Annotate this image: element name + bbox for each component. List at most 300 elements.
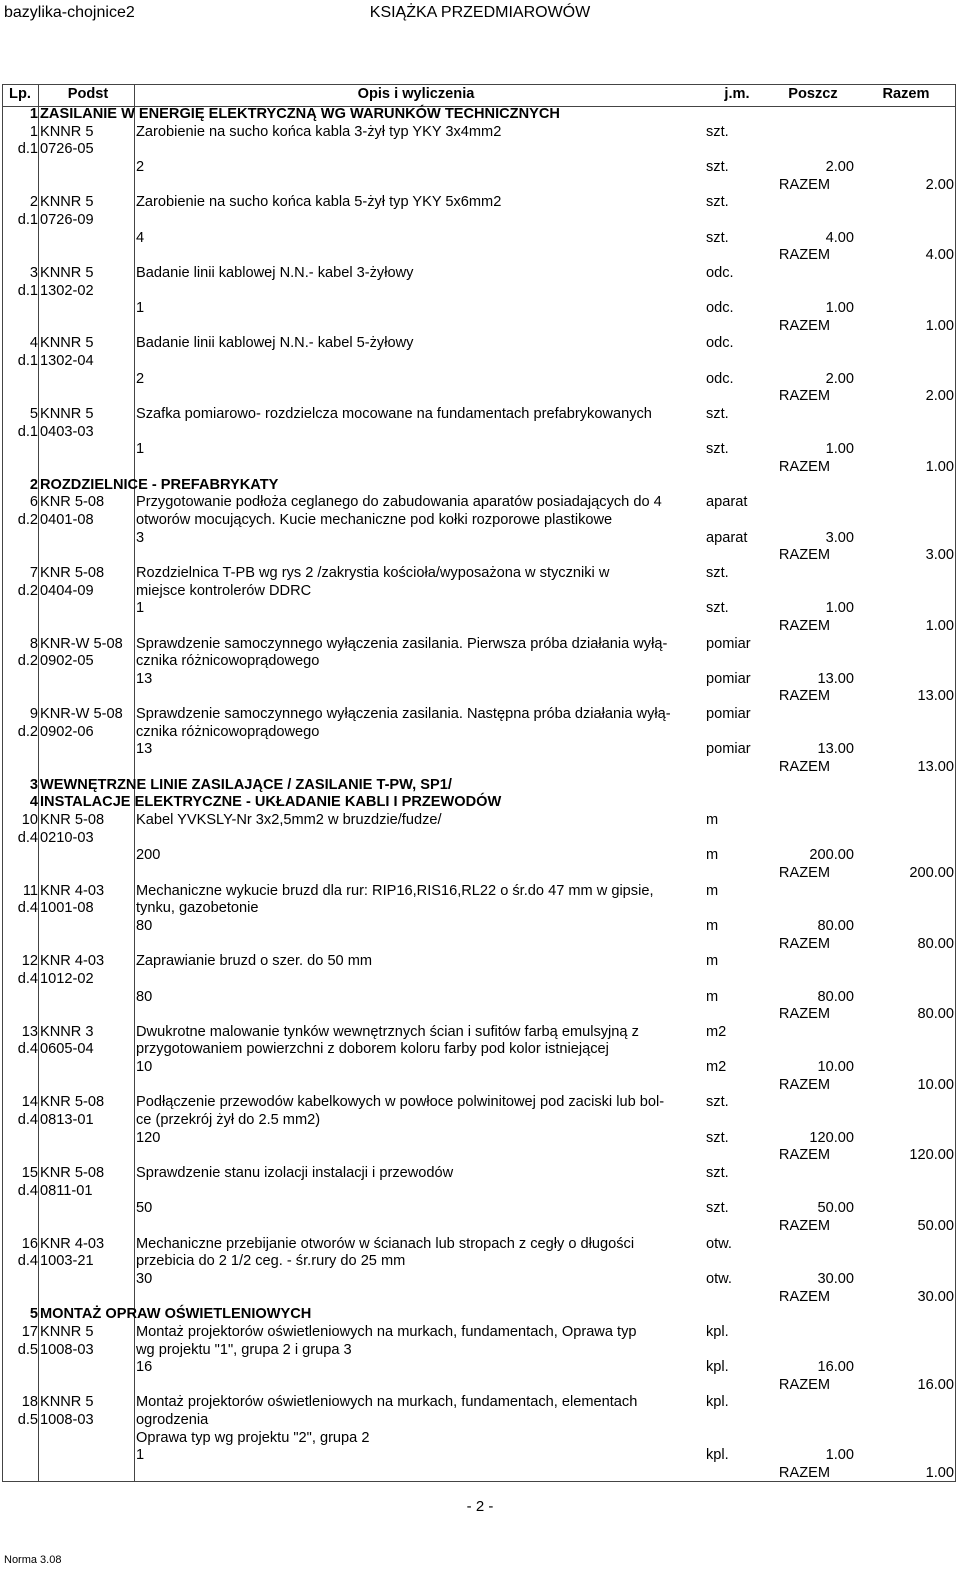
item-description: Szafka pomiarowo- rozdzielcza mocowane na fundamentach prefabrykowanych bbox=[136, 406, 652, 423]
section-title: ROZDZIELNICE - PREFABRYKATY bbox=[40, 476, 279, 493]
calc-value: 3.00 bbox=[825, 529, 854, 546]
item-basis: 0605-04 bbox=[40, 1041, 94, 1058]
calc-unit: aparat bbox=[706, 529, 748, 546]
item-unit: odc. bbox=[706, 264, 734, 281]
item-basis: 0811-01 bbox=[40, 1182, 93, 1199]
sum-row bbox=[2, 688, 956, 706]
sum-label: RAZEM bbox=[778, 176, 830, 193]
calc-row bbox=[2, 230, 956, 248]
sum-row bbox=[2, 388, 956, 406]
item-basis: KNNR 5 bbox=[40, 194, 94, 211]
item-description: Przygotowanie podłoża ceglanego do zabudowania aparatów posiadających do 4 bbox=[136, 494, 662, 511]
section-title: MONTAŻ OPRAW OŚWIETLENIOWYCH bbox=[40, 1306, 312, 1323]
item-unit: aparat bbox=[706, 494, 748, 511]
sum-row bbox=[2, 459, 956, 477]
item-number: 12 bbox=[21, 953, 38, 970]
item-row bbox=[2, 424, 956, 442]
item-basis: KNR-W 5-08 bbox=[40, 706, 123, 723]
sum-row bbox=[2, 618, 956, 636]
calc-value: 1.00 bbox=[825, 441, 854, 458]
sum-value: 4.00 bbox=[925, 247, 954, 264]
sum-label: RAZEM bbox=[778, 935, 830, 952]
section-title: INSTALACJE ELEKTRYCZNE - UKŁADANIE KABLI I PRZEWODÓW bbox=[40, 794, 502, 811]
item-description: Oprawa typ wg projektu "2", grupa 2 bbox=[136, 1429, 370, 1446]
item-row bbox=[2, 1024, 956, 1042]
item-number: d.4 bbox=[17, 1041, 38, 1058]
calc-value: 200.00 bbox=[809, 847, 854, 864]
item-basis: KNNR 5 bbox=[40, 1323, 94, 1340]
item-row bbox=[2, 1412, 956, 1430]
item-unit: kpl. bbox=[706, 1323, 729, 1340]
item-number: 9 bbox=[29, 706, 38, 723]
item-unit: pomiar bbox=[706, 706, 751, 723]
calc-row bbox=[2, 600, 956, 618]
item-number: 8 bbox=[29, 635, 38, 652]
item-row bbox=[2, 812, 956, 830]
calc-row bbox=[2, 159, 956, 177]
item-unit: m bbox=[706, 882, 719, 899]
item-basis: 1001-08 bbox=[40, 900, 94, 917]
sum-label: RAZEM bbox=[778, 759, 830, 776]
item-basis: 1003-21 bbox=[40, 1253, 94, 1270]
sum-row bbox=[2, 318, 956, 336]
item-number: 4 bbox=[29, 335, 38, 352]
calc-value: 10.00 bbox=[817, 1059, 854, 1076]
item-basis: KNR 5-08 bbox=[40, 1094, 105, 1111]
section-row bbox=[2, 777, 956, 795]
item-basis: KNNR 5 bbox=[40, 335, 94, 352]
item-description: Badanie linii kablowej N.N.- kabel 3-żyłowy bbox=[136, 264, 414, 281]
sum-value: 30.00 bbox=[917, 1288, 954, 1305]
sum-label: RAZEM bbox=[778, 459, 830, 475]
calc-row bbox=[2, 1130, 956, 1148]
sum-label: RAZEM bbox=[778, 1465, 830, 1482]
item-unit: szt. bbox=[706, 123, 729, 140]
sum-value: 1.00 bbox=[925, 1465, 954, 1482]
document-title: KSIĄŻKA PRZEDMIAROWÓW bbox=[369, 4, 591, 21]
item-description: Montaż projektorów oświetleniowych na murkach, fundamentach, Oprawa typ bbox=[136, 1323, 637, 1340]
sum-label: RAZEM bbox=[778, 1076, 830, 1093]
sum-value: 2.00 bbox=[925, 388, 954, 405]
sum-value: 50.00 bbox=[917, 1217, 954, 1234]
section-number: 3 bbox=[29, 776, 38, 793]
item-row bbox=[2, 1041, 956, 1059]
item-number: 6 bbox=[29, 494, 38, 511]
calc-unit: m bbox=[706, 917, 719, 934]
item-basis: KNR 4-03 bbox=[40, 953, 105, 970]
item-row bbox=[2, 194, 956, 212]
sum-value: 1.00 bbox=[925, 617, 954, 634]
item-basis: 0401-08 bbox=[40, 511, 94, 528]
sum-label: RAZEM bbox=[778, 617, 830, 634]
calc-expression: 1 bbox=[136, 441, 145, 458]
item-row bbox=[2, 636, 956, 654]
item-description: ce (przekrój żył do 2.5 mm2) bbox=[136, 1112, 321, 1129]
item-description: otworów mocujących. Kucie mechaniczne pod kołki rozporowe plastikowe bbox=[136, 511, 613, 528]
item-number: 11 bbox=[22, 882, 38, 899]
calc-value: 13.00 bbox=[817, 670, 854, 687]
item-unit: szt. bbox=[706, 194, 729, 211]
item-number: 10 bbox=[21, 812, 38, 828]
calc-row bbox=[2, 1447, 956, 1465]
item-number: d.5 bbox=[17, 1341, 38, 1358]
sum-value: 13.00 bbox=[917, 759, 954, 776]
item-number: 5 bbox=[29, 406, 38, 423]
item-description: przebicia do 2 1/2 ceg. - śr.rury do 25 mm bbox=[136, 1253, 406, 1270]
item-description: Kabel YVKSLY-Nr 3x2,5mm2 w bruzdzie/fudze/ bbox=[136, 812, 442, 828]
item-basis: KNR 5-08 bbox=[40, 812, 105, 828]
item-number: d.4 bbox=[17, 970, 38, 987]
section-title: ZASILANIE W ENERGIĘ ELEKTRYCZNĄ WG WARUNKÓW TECHNICZNYCH bbox=[40, 106, 560, 122]
sum-label: RAZEM bbox=[778, 1376, 830, 1393]
item-row bbox=[2, 565, 956, 583]
item-number: 14 bbox=[21, 1094, 38, 1111]
calc-unit: pomiar bbox=[706, 741, 751, 758]
calc-value: 2.00 bbox=[825, 370, 854, 387]
item-row bbox=[2, 406, 956, 424]
calc-value: 50.00 bbox=[817, 1200, 854, 1217]
item-basis: 0404-09 bbox=[40, 582, 94, 599]
item-row bbox=[2, 1324, 956, 1342]
sum-row bbox=[2, 759, 956, 777]
item-number: d.2 bbox=[17, 511, 38, 528]
calc-expression: 1 bbox=[136, 600, 145, 617]
item-basis: KNNR 3 bbox=[40, 1023, 94, 1040]
item-description: Zarobienie na sucho końca kabla 3-żył typ YKY 3x4mm2 bbox=[136, 123, 502, 140]
section-number: 5 bbox=[29, 1306, 38, 1323]
item-basis: KNR 4-03 bbox=[40, 882, 105, 899]
calc-expression: 13 bbox=[136, 741, 153, 758]
calc-expression: 80 bbox=[136, 917, 153, 934]
item-description: Rozdzielnica T-PB wg rys 2 /zakrystia kościoła/wyposażona w styczniki w bbox=[136, 564, 610, 581]
calc-expression: 200 bbox=[136, 847, 161, 864]
item-description: miejsce kontrolerów DDRC bbox=[136, 582, 312, 599]
calc-value: 13.00 bbox=[817, 741, 854, 758]
table-header bbox=[2, 86, 956, 107]
header-poszcz: Poszcz bbox=[788, 86, 838, 102]
sum-row bbox=[2, 247, 956, 265]
sum-label: RAZEM bbox=[778, 1217, 830, 1234]
item-basis: 0902-05 bbox=[40, 653, 94, 670]
item-number: 18 bbox=[21, 1394, 38, 1411]
header-jm: j.m. bbox=[724, 86, 750, 102]
item-unit: kpl. bbox=[706, 1394, 729, 1411]
calc-unit: szt. bbox=[706, 229, 729, 246]
item-description: Mechaniczne przebijanie otworów w ścianach lub stropach z cegły o długości bbox=[136, 1235, 635, 1252]
calc-value: 1.00 bbox=[825, 1447, 854, 1464]
calc-unit: odc. bbox=[706, 300, 734, 317]
calc-expression: 16 bbox=[136, 1359, 153, 1376]
item-number: d.2 bbox=[17, 723, 38, 740]
section-row bbox=[2, 794, 956, 812]
item-basis: 1012-02 bbox=[40, 970, 94, 987]
item-basis: 0726-05 bbox=[40, 141, 94, 158]
calc-expression: 50 bbox=[136, 1200, 153, 1217]
item-row bbox=[2, 1253, 956, 1271]
item-description: Dwukrotne malowanie tynków wewnętrznych ścian i sufitów farbą emulsyjną z bbox=[136, 1023, 639, 1040]
item-row bbox=[2, 830, 956, 848]
calc-row bbox=[2, 441, 956, 459]
item-basis: KNR 5-08 bbox=[40, 1165, 105, 1181]
item-unit: m bbox=[706, 812, 719, 828]
calc-value: 120.00 bbox=[809, 1129, 854, 1146]
item-description: Zarobienie na sucho końca kabla 5-żył typ YKY 5x6mm2 bbox=[136, 194, 502, 211]
calc-value: 80.00 bbox=[817, 988, 854, 1005]
sum-row bbox=[2, 1377, 956, 1395]
item-description: Sprawdzenie samoczynnego wyłączenia zasilania. Pierwsza próba działania wyłą- bbox=[136, 635, 668, 652]
calc-unit: kpl. bbox=[706, 1359, 729, 1376]
calc-expression: 10 bbox=[136, 1059, 153, 1076]
section-number: 2 bbox=[29, 476, 38, 493]
calc-row bbox=[2, 371, 956, 389]
item-description: wg projektu "1", grupa 2 i grupa 3 bbox=[136, 1341, 352, 1358]
item-row bbox=[2, 971, 956, 989]
calc-value: 2.00 bbox=[825, 158, 854, 175]
calc-unit: m2 bbox=[706, 1059, 727, 1076]
item-number: d.5 bbox=[17, 1412, 38, 1429]
item-number: d.4 bbox=[17, 829, 38, 846]
section-row bbox=[2, 477, 956, 495]
sum-value: 10.00 bbox=[917, 1076, 954, 1093]
calc-row bbox=[2, 741, 956, 759]
sum-value: 80.00 bbox=[917, 1006, 954, 1023]
item-basis: 0813-01 bbox=[40, 1112, 94, 1129]
item-unit: m bbox=[706, 953, 719, 970]
item-unit: pomiar bbox=[706, 635, 751, 652]
sum-row bbox=[2, 1289, 956, 1307]
item-number: d.4 bbox=[17, 1112, 38, 1129]
item-row bbox=[2, 212, 956, 230]
item-description: Podłączenie przewodów kabelkowych w powłoce polwinitowej pod zaciski lub bol- bbox=[136, 1094, 665, 1111]
item-description: Montaż projektorów oświetleniowych na murkach, fundamentach, elementach bbox=[136, 1394, 638, 1411]
item-basis: 0902-06 bbox=[40, 723, 94, 740]
sum-row bbox=[2, 865, 956, 883]
item-unit: odc. bbox=[706, 335, 734, 352]
item-description: tynku, gazobetonie bbox=[136, 900, 259, 917]
header-razem: Razem bbox=[882, 86, 930, 102]
item-description: Mechaniczne wykucie bruzd dla rur: RIP16,RIS16,RL22 o śr.do 47 mm w gipsie, bbox=[136, 882, 654, 899]
sum-row bbox=[2, 1006, 956, 1024]
item-unit: szt. bbox=[706, 1094, 729, 1111]
sum-value: 120.00 bbox=[909, 1147, 954, 1164]
item-row bbox=[2, 724, 956, 742]
item-row bbox=[2, 1094, 956, 1112]
calc-value: 80.00 bbox=[817, 917, 854, 934]
item-number: d.2 bbox=[17, 653, 38, 670]
calc-expression: 13 bbox=[136, 670, 153, 687]
item-number: 16 bbox=[21, 1235, 38, 1252]
item-number: d.1 bbox=[17, 423, 38, 440]
calc-expression: 3 bbox=[136, 529, 145, 546]
sum-label: RAZEM bbox=[778, 547, 830, 564]
item-unit: szt. bbox=[706, 564, 729, 581]
item-description: Badanie linii kablowej N.N.- kabel 5-żyłowy bbox=[136, 335, 414, 352]
calc-unit: pomiar bbox=[706, 670, 751, 687]
calc-row bbox=[2, 847, 956, 865]
item-basis: KNNR 5 bbox=[40, 264, 94, 281]
calc-expression: 1 bbox=[136, 300, 145, 317]
item-number: d.2 bbox=[17, 582, 38, 599]
sum-value: 200.00 bbox=[909, 864, 954, 881]
calc-row bbox=[2, 1271, 956, 1289]
sum-value: 13.00 bbox=[917, 688, 954, 705]
item-basis: 1008-03 bbox=[40, 1341, 94, 1358]
item-basis: 0403-03 bbox=[40, 423, 94, 440]
item-number: d.1 bbox=[17, 141, 38, 158]
section-number: 1 bbox=[29, 106, 38, 122]
header-podst: Podst bbox=[67, 86, 109, 102]
item-row bbox=[2, 124, 956, 142]
calc-value: 1.00 bbox=[825, 600, 854, 617]
item-basis: 1302-04 bbox=[40, 353, 94, 370]
document-name: bazylika-chojnice2 bbox=[4, 4, 135, 21]
calc-row bbox=[2, 671, 956, 689]
item-row bbox=[2, 1430, 956, 1448]
calc-row bbox=[2, 1200, 956, 1218]
item-row bbox=[2, 583, 956, 601]
sum-value: 80.00 bbox=[917, 935, 954, 952]
item-number: 17 bbox=[21, 1323, 38, 1340]
sum-row bbox=[2, 547, 956, 565]
section-number: 4 bbox=[29, 794, 38, 811]
item-number: d.1 bbox=[17, 211, 38, 228]
item-description: Sprawdzenie stanu izolacji instalacji i przewodów bbox=[136, 1165, 454, 1181]
header-lp: Lp. bbox=[9, 86, 31, 102]
item-number: 13 bbox=[21, 1023, 38, 1040]
sum-label: RAZEM bbox=[778, 688, 830, 705]
sum-label: RAZEM bbox=[778, 247, 830, 264]
item-row bbox=[2, 512, 956, 530]
calc-unit: szt. bbox=[706, 158, 729, 175]
calc-unit: odc. bbox=[706, 370, 734, 387]
item-row bbox=[2, 1342, 956, 1360]
item-number: 7 bbox=[29, 564, 38, 581]
item-number: d.4 bbox=[17, 1253, 38, 1270]
item-row bbox=[2, 335, 956, 353]
item-basis: KNR 4-03 bbox=[40, 1235, 105, 1252]
item-unit: szt. bbox=[706, 406, 729, 423]
calc-row bbox=[2, 918, 956, 936]
item-row bbox=[2, 1183, 956, 1201]
sum-value: 2.00 bbox=[925, 176, 954, 193]
calc-expression: 80 bbox=[136, 988, 153, 1005]
item-row bbox=[2, 953, 956, 971]
sum-row bbox=[2, 936, 956, 954]
page-number: - 2 - bbox=[466, 1498, 494, 1515]
sum-label: RAZEM bbox=[778, 1147, 830, 1164]
sum-value: 16.00 bbox=[917, 1376, 954, 1393]
section-row bbox=[2, 106, 956, 124]
item-number: d.1 bbox=[17, 282, 38, 299]
item-row bbox=[2, 653, 956, 671]
calc-value: 1.00 bbox=[825, 300, 854, 317]
section-title: WEWNĘTRZNE LINIE ZASILAJĄCE / ZASILANIE T-PW, SP1/ bbox=[40, 776, 452, 793]
item-basis: KNNR 5 bbox=[40, 406, 94, 423]
item-description: ogrodzenia bbox=[136, 1412, 209, 1429]
item-description: przygotowaniem powierzchni z doborem koloru farby pod kolor istniejącej bbox=[136, 1041, 609, 1058]
item-basis: 0210-03 bbox=[40, 829, 94, 846]
calc-expression: 1 bbox=[136, 1447, 145, 1464]
item-number: d.4 bbox=[17, 1182, 38, 1199]
item-description: cznika różnicowoprądowego bbox=[136, 723, 320, 740]
calc-row bbox=[2, 989, 956, 1007]
calc-value: 30.00 bbox=[817, 1270, 854, 1287]
item-row bbox=[2, 1112, 956, 1130]
item-number: 2 bbox=[29, 194, 38, 211]
sum-value: 3.00 bbox=[925, 547, 954, 564]
calc-row bbox=[2, 300, 956, 318]
sum-label: RAZEM bbox=[778, 317, 830, 334]
item-row bbox=[2, 883, 956, 901]
calc-expression: 4 bbox=[136, 229, 145, 246]
item-basis: KNR 5-08 bbox=[40, 564, 105, 581]
item-description: cznika różnicowoprądowego bbox=[136, 653, 320, 670]
calc-row bbox=[2, 1359, 956, 1377]
calc-unit: szt. bbox=[706, 1129, 729, 1146]
sum-label: RAZEM bbox=[778, 1006, 830, 1023]
calc-unit: szt. bbox=[706, 1200, 729, 1217]
item-description: Zaprawianie bruzd o szer. do 50 mm bbox=[136, 953, 373, 970]
calc-expression: 30 bbox=[136, 1270, 153, 1287]
software-version: Norma 3.08 bbox=[4, 1554, 62, 1566]
sum-value: 1.00 bbox=[925, 459, 954, 475]
sum-label: RAZEM bbox=[778, 388, 830, 405]
item-row bbox=[2, 1394, 956, 1412]
item-basis: 1302-02 bbox=[40, 282, 94, 299]
calc-value: 4.00 bbox=[825, 229, 854, 246]
item-row bbox=[2, 1236, 956, 1254]
item-basis: KNR 5-08 bbox=[40, 494, 105, 511]
calc-value: 16.00 bbox=[817, 1359, 854, 1376]
item-row bbox=[2, 1165, 956, 1183]
item-basis: 0726-09 bbox=[40, 211, 94, 228]
calc-expression: 120 bbox=[136, 1129, 161, 1146]
item-description: Sprawdzenie samoczynnego wyłączenia zasilania. Następna próba działania wyłą- bbox=[136, 706, 671, 723]
item-unit: szt. bbox=[706, 1165, 729, 1181]
calc-unit: m bbox=[706, 847, 719, 864]
item-number: 3 bbox=[29, 264, 38, 281]
item-row bbox=[2, 900, 956, 918]
item-unit: m2 bbox=[706, 1023, 727, 1040]
sum-row bbox=[2, 1077, 956, 1095]
calc-unit: m bbox=[706, 988, 719, 1005]
calc-row bbox=[2, 530, 956, 548]
item-basis: KNNR 5 bbox=[40, 1394, 94, 1411]
sum-row bbox=[2, 1218, 956, 1236]
item-basis: KNR-W 5-08 bbox=[40, 635, 123, 652]
header-opis: Opis i wyliczenia bbox=[357, 86, 475, 102]
item-row bbox=[2, 265, 956, 283]
sum-label: RAZEM bbox=[778, 1288, 830, 1305]
sum-label: RAZEM bbox=[778, 864, 830, 881]
calc-expression: 2 bbox=[136, 370, 145, 387]
item-number: 15 bbox=[21, 1165, 38, 1181]
item-row bbox=[2, 494, 956, 512]
sum-row bbox=[2, 1147, 956, 1165]
calc-unit: szt. bbox=[706, 600, 729, 617]
sum-value: 1.00 bbox=[925, 317, 954, 334]
item-basis: 1008-03 bbox=[40, 1412, 94, 1429]
item-unit: otw. bbox=[706, 1235, 732, 1252]
item-basis: KNNR 5 bbox=[40, 123, 94, 140]
item-number: d.4 bbox=[17, 900, 38, 917]
item-number: d.1 bbox=[17, 353, 38, 370]
calc-row bbox=[2, 1059, 956, 1077]
item-row bbox=[2, 141, 956, 159]
calc-expression: 2 bbox=[136, 158, 145, 175]
sum-row bbox=[2, 177, 956, 195]
calc-unit: szt. bbox=[706, 441, 729, 458]
